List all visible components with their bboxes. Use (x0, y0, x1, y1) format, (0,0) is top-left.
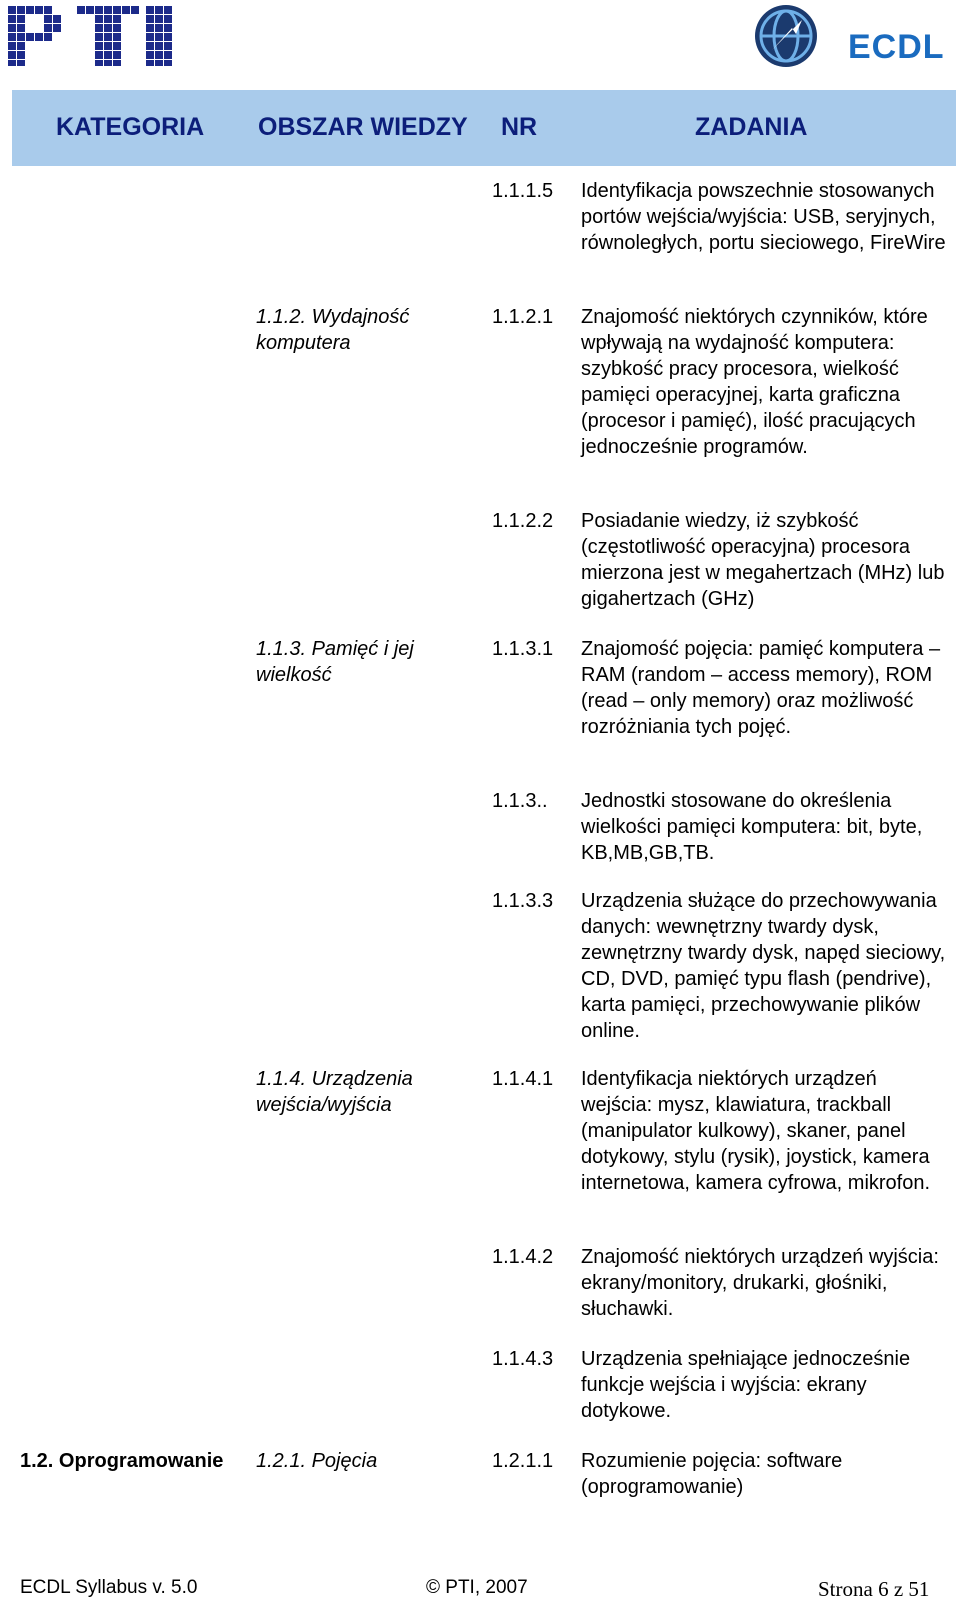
row-number: 1.1.3.1 (492, 638, 554, 660)
row-task: Urządzenia służące do przechowywania danych: wewnętrzny twardy dysk, zewnętrzny twardy dysk, napęd sieciowy, CD, DVD, pamięć typu flash (pendrive), karta pamięci, przechowywanie plików online. (581, 890, 946, 1042)
footer-copyright: © PTI, 2007 (426, 1577, 528, 1598)
row-task: Znajomość niektórych czynników, które wpływają na wydajność komputera: szybkość pracy procesora, wielkość pamięci operacyjnej, karta graficzna (procesor i pamięć), ilość pracujących jednocześnie programów. (581, 306, 928, 458)
row-area: 1.1.3. Pamięć i jej wielkość (256, 638, 414, 686)
row-task: Posiadanie wiedzy, iż szybkość (częstotliwość operacyjna) procesora mierzona jest w megahertzach (MHz) lub gigahertzach (GHz) (581, 510, 945, 610)
header-nr: NR (501, 113, 538, 141)
row-number: 1.1.3.3 (492, 890, 554, 912)
header-obszar-wiedzy: OBSZAR WIEDZY (258, 113, 468, 141)
pti-logo (8, 4, 188, 66)
row-task: Urządzenia spełniające jednocześnie funkcje wejścia i wyjścia: ekrany dotykowe. (581, 1348, 911, 1422)
row-area: 1.1.4. Urządzenia wejścia/wyjścia (256, 1068, 413, 1116)
row-area: 1.2.1. Pojęcia (256, 1450, 378, 1472)
header-zadania: ZADANIA (695, 113, 808, 141)
row-number: 1.1.2.2 (492, 510, 554, 532)
row-number: 1.1.4.2 (492, 1246, 554, 1268)
row-number: 1.1.3.. (492, 790, 548, 812)
footer-page-number: Strona 6 z 51 (818, 1577, 930, 1601)
row-task: Rozumienie pojęcia: software (oprogramowanie) (581, 1450, 843, 1498)
row-number: 1.1.1.5 (492, 180, 554, 202)
row-number: 1.1.2.1 (492, 306, 554, 328)
footer-syllabus: ECDL Syllabus v. 5.0 (20, 1577, 198, 1598)
row-task: Jednostki stosowane do określenia wielkości pamięci komputera: bit, byte, KB,MB,GB,TB. (581, 790, 923, 864)
row-category: 1.2. Oprogramowanie (20, 1450, 224, 1472)
ecdl-logo-text: ECDL (848, 28, 945, 66)
row-area: 1.1.2. Wydajność komputera (256, 306, 410, 354)
header-kategoria: KATEGORIA (56, 113, 205, 141)
row-number: 1.1.4.3 (492, 1348, 554, 1370)
row-task: Znajomość pojęcia: pamięć komputera – RAM (random – access memory), ROM (read – only memory) oraz możliwość rozróżniania tych pojęć. (581, 638, 941, 738)
row-task: Identyfikacja niektórych urządzeń wejścia: mysz, klawiatura, trackball (manipulator kulkowy), skaner, panel dotykowy, stylu (rysik), joystick, kamera internetowa, kamera cyfrowa, mikrofon. (581, 1068, 931, 1194)
ecdl-globe-icon (752, 2, 822, 72)
row-number: 1.1.4.1 (492, 1068, 554, 1090)
ecdl-logo (752, 2, 952, 72)
row-task: Znajomość niektórych urządzeń wyjścia: ekrany/monitory, drukarki, głośniki, słuchawki. (581, 1246, 939, 1320)
row-task: Identyfikacja powszechnie stosowanych portów wejścia/wyjścia: USB, seryjnych, równoległych, portu sieciowego, FireWire (581, 180, 946, 254)
row-number: 1.2.1.1 (492, 1450, 554, 1472)
table-header (12, 90, 956, 166)
